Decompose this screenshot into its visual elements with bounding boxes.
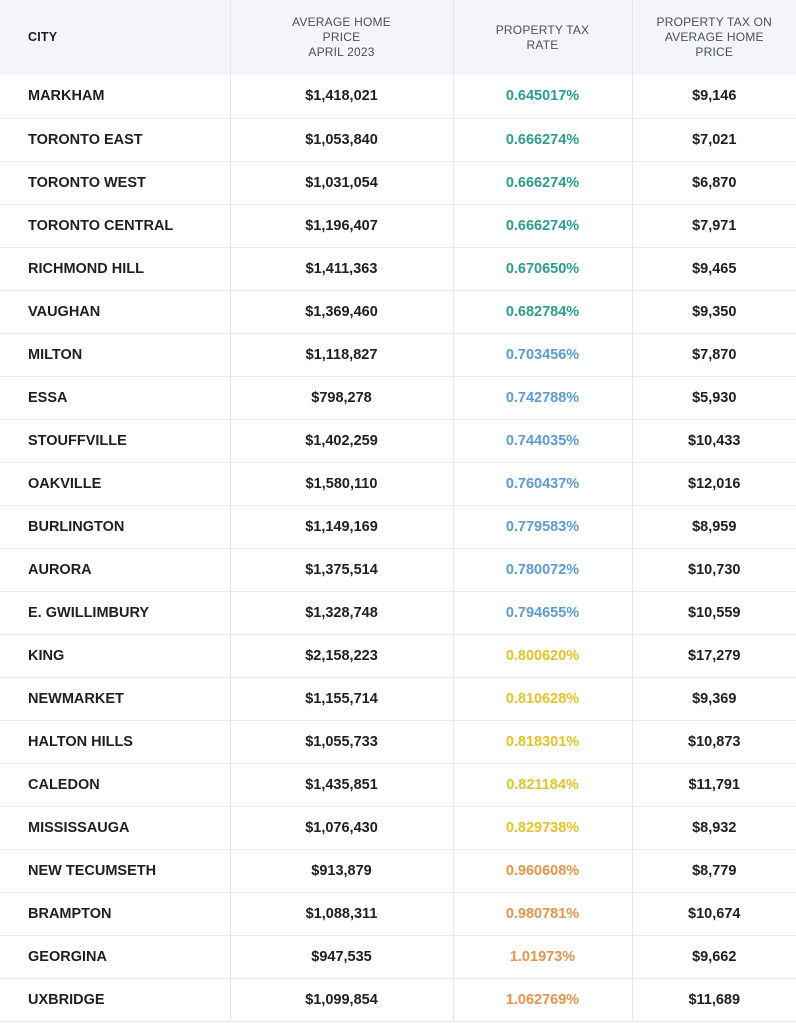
rate-cell: 0.960608% [453, 849, 632, 892]
tax-cell: $8,932 [632, 806, 796, 849]
table-row [0, 978, 796, 1021]
header-rate-line-2: RATE [526, 37, 559, 52]
price-cell: $1,369,460 [230, 290, 453, 333]
price-cell: $1,088,311 [230, 892, 453, 935]
price-cell: $1,411,363 [230, 247, 453, 290]
price-cell: $1,580,110 [230, 462, 453, 505]
table-row [0, 505, 796, 548]
city-cell: OAKVILLE [0, 462, 230, 505]
tax-cell: $10,730 [632, 548, 796, 591]
city-cell: AURORA [0, 548, 230, 591]
city-cell: TORONTO EAST [0, 118, 230, 161]
table-row [0, 806, 796, 849]
table-row [0, 548, 796, 591]
tax-cell: $9,369 [632, 677, 796, 720]
city-cell: MILTON [0, 333, 230, 376]
tax-cell: $8,779 [632, 849, 796, 892]
tax-cell: $9,662 [632, 935, 796, 978]
city-cell: NEW TECUMSETH [0, 849, 230, 892]
table-header-row [0, 0, 796, 75]
rate-cell: 0.780072% [453, 548, 632, 591]
price-cell: $2,158,223 [230, 634, 453, 677]
table-row [0, 204, 796, 247]
table-row [0, 161, 796, 204]
price-cell: $1,118,827 [230, 333, 453, 376]
price-cell: $1,076,430 [230, 806, 453, 849]
header-property-tax-rate [453, 0, 632, 75]
tax-cell: $10,559 [632, 591, 796, 634]
price-cell: $1,402,259 [230, 419, 453, 462]
price-cell: $1,435,851 [230, 763, 453, 806]
header-rate-line-1: PROPERTY TAX [495, 22, 590, 37]
header-tax-line-3: PRICE [695, 45, 734, 59]
city-cell: UXBRIDGE [0, 978, 230, 1021]
tax-cell: $8,959 [632, 505, 796, 548]
city-cell: MARKHAM [0, 75, 230, 118]
table-row [0, 892, 796, 935]
table-row [0, 333, 796, 376]
table-row [0, 849, 796, 892]
table-row [0, 290, 796, 333]
city-cell: TORONTO CENTRAL [0, 204, 230, 247]
tax-cell: $17,279 [632, 634, 796, 677]
rate-cell: 0.645017% [453, 75, 632, 118]
rate-cell: 0.794655% [453, 591, 632, 634]
price-cell: $1,196,407 [230, 204, 453, 247]
tax-cell: $9,350 [632, 290, 796, 333]
header-city: CITY [0, 0, 230, 75]
tax-cell: $11,689 [632, 978, 796, 1021]
rate-cell: 0.829738% [453, 806, 632, 849]
price-cell: $1,055,733 [230, 720, 453, 763]
table-row [0, 763, 796, 806]
table-row [0, 462, 796, 505]
rate-cell: 0.821184% [453, 763, 632, 806]
city-cell: MISSISSAUGA [0, 806, 230, 849]
price-cell: $798,278 [230, 376, 453, 419]
rate-cell: 1.01973% [453, 935, 632, 978]
price-cell: $913,879 [230, 849, 453, 892]
tax-cell: $12,016 [632, 462, 796, 505]
table-body [0, 75, 796, 1021]
city-cell: ESSA [0, 376, 230, 419]
header-average-home-price [230, 0, 453, 75]
rate-cell: 0.800620% [453, 634, 632, 677]
table-row [0, 591, 796, 634]
tax-cell: $11,791 [632, 763, 796, 806]
table-row [0, 376, 796, 419]
city-cell: E. GWILLIMBURY [0, 591, 230, 634]
tax-cell: $9,146 [632, 75, 796, 118]
city-cell: CALEDON [0, 763, 230, 806]
city-cell: HALTON HILLS [0, 720, 230, 763]
city-cell: RICHMOND HILL [0, 247, 230, 290]
rate-cell: 0.810628% [453, 677, 632, 720]
rate-cell: 0.818301% [453, 720, 632, 763]
city-cell: TORONTO WEST [0, 161, 230, 204]
table-row [0, 720, 796, 763]
table-row [0, 419, 796, 462]
header-price-line-1: AVERAGE HOME [292, 15, 391, 29]
rate-cell: 0.744035% [453, 419, 632, 462]
tax-cell: $10,674 [632, 892, 796, 935]
tax-cell: $10,873 [632, 720, 796, 763]
header-price-line-3: APRIL 2023 [308, 45, 375, 59]
city-cell: BRAMPTON [0, 892, 230, 935]
table-row [0, 935, 796, 978]
table-row [0, 118, 796, 161]
price-cell: $1,375,514 [230, 548, 453, 591]
city-cell: VAUGHAN [0, 290, 230, 333]
tax-cell: $6,870 [632, 161, 796, 204]
price-cell: $1,155,714 [230, 677, 453, 720]
city-cell: STOUFFVILLE [0, 419, 230, 462]
price-cell: $947,535 [230, 935, 453, 978]
tax-cell: $7,971 [632, 204, 796, 247]
price-cell: $1,328,748 [230, 591, 453, 634]
price-cell: $1,031,054 [230, 161, 453, 204]
city-cell: NEWMARKET [0, 677, 230, 720]
rate-cell: 0.666274% [453, 204, 632, 247]
rate-cell: 0.779583% [453, 505, 632, 548]
rate-cell: 0.666274% [453, 161, 632, 204]
price-cell: $1,053,840 [230, 118, 453, 161]
city-cell: BURLINGTON [0, 505, 230, 548]
table-row [0, 75, 796, 118]
header-property-tax-on-price [632, 0, 796, 75]
rate-cell: 0.980781% [453, 892, 632, 935]
rate-cell: 0.742788% [453, 376, 632, 419]
city-cell: GEORGINA [0, 935, 230, 978]
tax-cell: $9,465 [632, 247, 796, 290]
rate-cell: 0.670650% [453, 247, 632, 290]
rate-cell: 1.062769% [453, 978, 632, 1021]
header-price-line-2: PRICE [322, 30, 361, 44]
tax-cell: $10,433 [632, 419, 796, 462]
price-cell: $1,418,021 [230, 75, 453, 118]
table-row [0, 677, 796, 720]
header-tax-line-2: AVERAGE HOME [664, 30, 764, 44]
rate-cell: 0.760437% [453, 462, 632, 505]
tax-cell: $7,870 [632, 333, 796, 376]
tax-cell: $7,021 [632, 118, 796, 161]
table-row [0, 634, 796, 677]
rate-cell: 0.666274% [453, 118, 632, 161]
header-tax-line-1: PROPERTY TAX ON [656, 15, 772, 29]
rate-cell: 0.682784% [453, 290, 632, 333]
rate-cell: 0.703456% [453, 333, 632, 376]
city-cell: KING [0, 634, 230, 677]
tax-cell: $5,930 [632, 376, 796, 419]
price-cell: $1,149,169 [230, 505, 453, 548]
price-cell: $1,099,854 [230, 978, 453, 1021]
table-row [0, 247, 796, 290]
